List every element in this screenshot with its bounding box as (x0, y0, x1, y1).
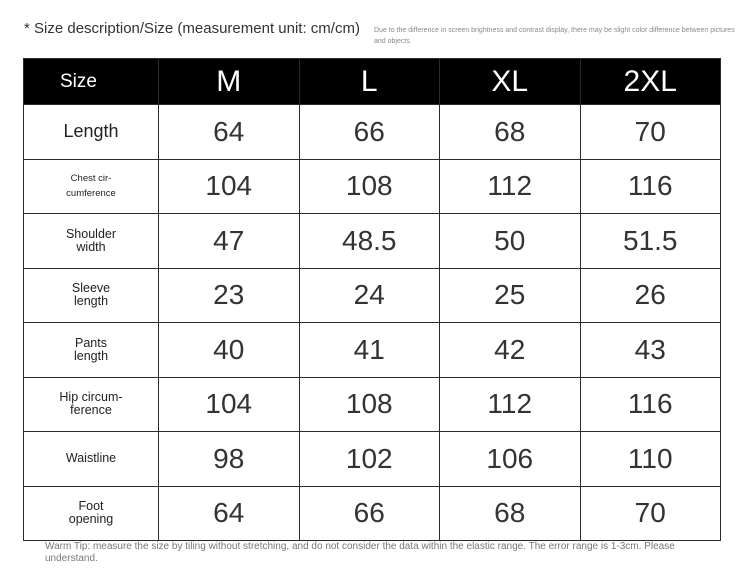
page-title: * Size description/Size (measurement unit: cm/cm) (24, 20, 360, 37)
table-cell: 108 (299, 377, 440, 432)
row-label: Shoulder width (24, 214, 159, 269)
size-header-row (24, 59, 721, 105)
table-row (24, 159, 721, 214)
size-chart-table (23, 58, 721, 541)
table-cell: 64 (159, 486, 300, 541)
size-header-xl: XL (440, 59, 581, 105)
row-label: Chest cir- cumference (24, 159, 159, 214)
table-row (24, 486, 721, 541)
table-row (24, 432, 721, 487)
warm-tip-note: Warm Tip: measure the size by tiling without stretching, and do not consider the data within the elastic range. The error range is 1-3cm. Please understand. (45, 541, 675, 564)
table-cell: 66 (299, 105, 440, 160)
table-cell: 48.5 (299, 214, 440, 269)
row-label: Hip circum- ference (24, 377, 159, 432)
size-header-2xl: 2XL (580, 59, 721, 105)
table-row (24, 105, 721, 160)
table-cell: 64 (159, 105, 300, 160)
table-cell: 70 (580, 105, 721, 160)
table-cell: 41 (299, 323, 440, 378)
table-cell: 51.5 (580, 214, 721, 269)
table-cell: 116 (580, 377, 721, 432)
color-difference-note: Due to the difference in screen brightness and contrast display, there may be slight color difference between pictures and objects. (374, 27, 735, 45)
size-header-m: M (159, 59, 300, 105)
table-cell: 70 (580, 486, 721, 541)
table-cell: 108 (299, 159, 440, 214)
table-row (24, 377, 721, 432)
table-row (24, 214, 721, 269)
table-cell: 26 (580, 268, 721, 323)
table-cell: 23 (159, 268, 300, 323)
table-row (24, 268, 721, 323)
table-cell: 43 (580, 323, 721, 378)
table-cell: 112 (440, 377, 581, 432)
row-label: Sleeve length (24, 268, 159, 323)
table-cell: 25 (440, 268, 581, 323)
table-row (24, 323, 721, 378)
table-cell: 42 (440, 323, 581, 378)
table-cell: 104 (159, 159, 300, 214)
row-label: Length (24, 105, 159, 160)
table-cell: 24 (299, 268, 440, 323)
table-cell: 106 (440, 432, 581, 487)
row-label: Pants length (24, 323, 159, 378)
table-cell: 104 (159, 377, 300, 432)
table-cell: 66 (299, 486, 440, 541)
table-cell: 50 (440, 214, 581, 269)
size-column-label: Size (24, 59, 159, 105)
table-cell: 47 (159, 214, 300, 269)
size-header-l: L (299, 59, 440, 105)
table-cell: 116 (580, 159, 721, 214)
table-cell: 40 (159, 323, 300, 378)
table-cell: 68 (440, 486, 581, 541)
table-cell: 68 (440, 105, 581, 160)
table-cell: 102 (299, 432, 440, 487)
row-label: Foot opening (24, 486, 159, 541)
table-cell: 110 (580, 432, 721, 487)
row-label: Waistline (24, 432, 159, 487)
table-cell: 98 (159, 432, 300, 487)
table-cell: 112 (440, 159, 581, 214)
